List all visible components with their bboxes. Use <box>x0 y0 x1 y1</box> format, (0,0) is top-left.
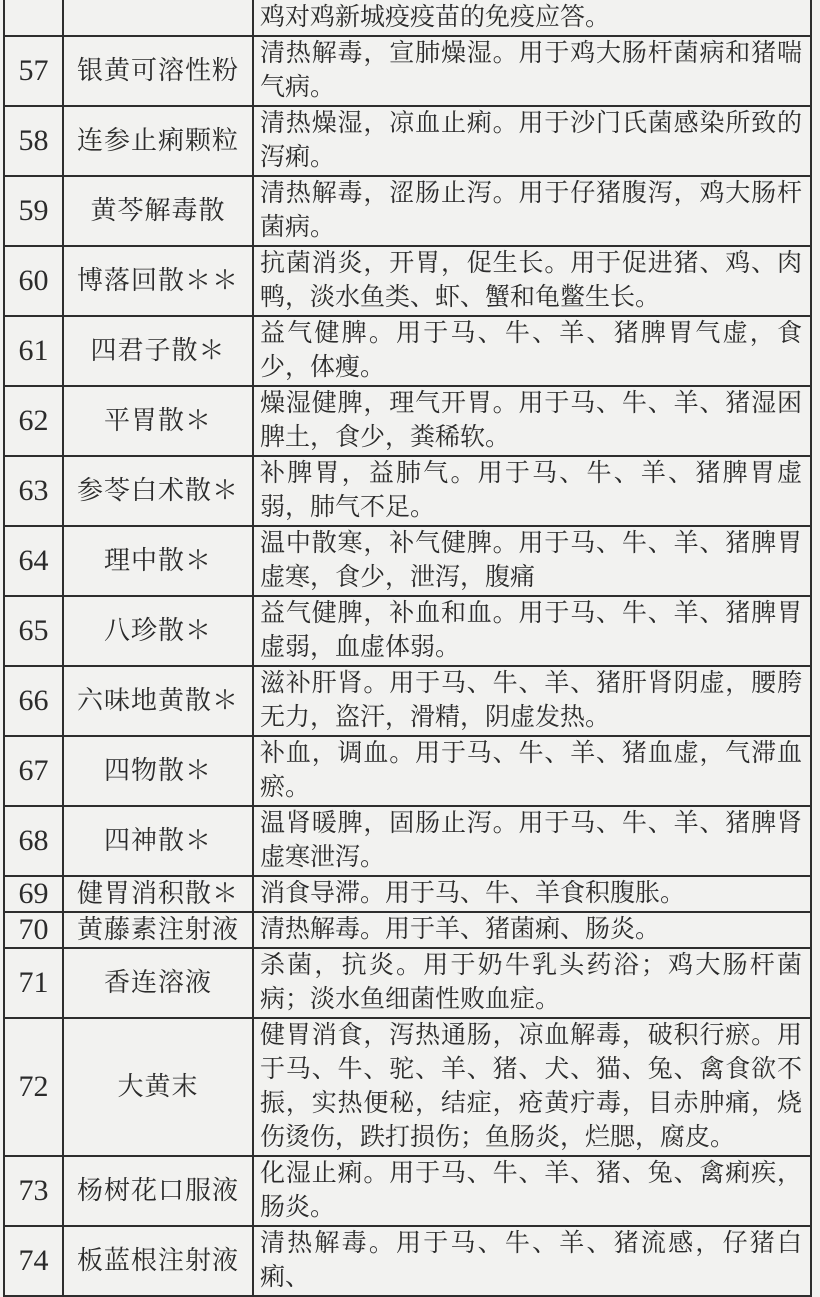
table-row <box>4 1018 811 1156</box>
medicine-description: 鸡对鸡新城疫疫苗的免疫应答。 <box>253 0 811 36</box>
medicine-description: 抗菌消炎，开胃，促生长。用于促进猪、鸡、肉鸭，淡水鱼类、虾、蟹和龟鳖生长。 <box>253 246 811 316</box>
table-row <box>4 386 811 456</box>
medicine-name: 香连溶液 <box>63 948 253 1018</box>
medicine-description: 健胃消食，泻热通肠，凉血解毒，破积行瘀。用于马、牛、驼、羊、猪、犬、猫、兔、禽食欲不振，实热便秘，结症，疮黄疔毒，目赤肿痛，烧伤烫伤，跌打损伤；鱼肠炎，烂腮，腐皮。 <box>253 1018 811 1156</box>
medicine-name <box>63 0 253 36</box>
medicine-description: 温中散寒，补气健脾。用于马、牛、羊、猪脾胃虚寒，食少，泄泻，腹痛 <box>253 526 811 596</box>
medicine-name: 八珍散＊ <box>63 596 253 666</box>
table-row <box>4 246 811 316</box>
medicine-name: 四君子散＊ <box>63 316 253 386</box>
table-row <box>4 106 811 176</box>
table-row <box>4 526 811 596</box>
medicine-name: 健胃消积散＊ <box>63 876 253 912</box>
medicine-description: 温肾暖脾，固肠止泻。用于马、牛、羊、猪脾肾虚寒泄泻。 <box>253 806 811 876</box>
table-row <box>4 912 811 948</box>
table-row <box>4 948 811 1018</box>
medicine-name: 银黄可溶性粉 <box>63 36 253 106</box>
table-row <box>4 36 811 106</box>
medicine-name: 杨树花口服液 <box>63 1156 253 1226</box>
medicine-name: 六味地黄散＊ <box>63 666 253 736</box>
medicine-name: 理中散＊ <box>63 526 253 596</box>
row-number: 59 <box>4 176 63 246</box>
table-row <box>4 176 811 246</box>
row-number: 74 <box>4 1226 63 1296</box>
row-number: 72 <box>4 1018 63 1156</box>
medicine-name: 参苓白术散＊ <box>63 456 253 526</box>
row-number: 68 <box>4 806 63 876</box>
medicine-description: 清热解毒，涩肠止泻。用于仔猪腹泻，鸡大肠杆菌病。 <box>253 176 811 246</box>
medicine-name: 博落回散＊＊ <box>63 246 253 316</box>
table-row <box>4 666 811 736</box>
medicine-description: 补血，调血。用于马、牛、羊、猪血虚，气滞血瘀。 <box>253 736 811 806</box>
row-number: 73 <box>4 1156 63 1226</box>
medicine-table-body <box>4 0 811 1296</box>
medicine-description: 滋补肝肾。用于马、牛、羊、猪肝肾阴虚，腰胯无力，盗汗，滑精，阴虚发热。 <box>253 666 811 736</box>
table-row <box>4 736 811 806</box>
medicine-description: 燥湿健脾，理气开胃。用于马、牛、羊、猪湿困脾土，食少，粪稀软。 <box>253 386 811 456</box>
medicine-table <box>3 0 812 1297</box>
medicine-name: 板蓝根注射液 <box>63 1226 253 1296</box>
table-row <box>4 1156 811 1226</box>
medicine-name: 四神散＊ <box>63 806 253 876</box>
row-number: 60 <box>4 246 63 316</box>
table-row <box>4 0 811 36</box>
medicine-description: 化湿止痢。用于马、牛、羊、猪、兔、禽痢疾，肠炎。 <box>253 1156 811 1226</box>
medicine-description: 杀菌，抗炎。用于奶牛乳头药浴；鸡大肠杆菌病；淡水鱼细菌性败血症。 <box>253 948 811 1018</box>
medicine-name: 四物散＊ <box>63 736 253 806</box>
row-number: 63 <box>4 456 63 526</box>
table-row <box>4 316 811 386</box>
row-number: 66 <box>4 666 63 736</box>
medicine-description: 清热解毒。用于羊、猪菌痢、肠炎。 <box>253 912 811 948</box>
medicine-description: 益气健脾，补血和血。用于马、牛、羊、猪脾胃虚弱，血虚体弱。 <box>253 596 811 666</box>
table-row <box>4 596 811 666</box>
row-number: 67 <box>4 736 63 806</box>
table-row <box>4 456 811 526</box>
medicine-name: 连参止痢颗粒 <box>63 106 253 176</box>
medicine-description: 消食导滞。用于马、牛、羊食积腹胀。 <box>253 876 811 912</box>
medicine-name: 平胃散＊ <box>63 386 253 456</box>
medicine-name: 黄藤素注射液 <box>63 912 253 948</box>
row-number <box>4 0 63 36</box>
table-row <box>4 1226 811 1296</box>
row-number: 58 <box>4 106 63 176</box>
table-row <box>4 806 811 876</box>
medicine-description: 清热解毒。用于马、牛、羊、猪流感，仔猪白痢、 <box>253 1226 811 1296</box>
medicine-name: 大黄末 <box>63 1018 253 1156</box>
row-number: 69 <box>4 876 63 912</box>
row-number: 70 <box>4 912 63 948</box>
row-number: 65 <box>4 596 63 666</box>
row-number: 64 <box>4 526 63 596</box>
medicine-description: 清热燥湿，凉血止痢。用于沙门氏菌感染所致的泻痢。 <box>253 106 811 176</box>
row-number: 71 <box>4 948 63 1018</box>
medicine-description: 清热解毒，宣肺燥湿。用于鸡大肠杆菌病和猪喘气病。 <box>253 36 811 106</box>
medicine-name: 黄芩解毒散 <box>63 176 253 246</box>
row-number: 62 <box>4 386 63 456</box>
medicine-description: 补脾胃，益肺气。用于马、牛、羊、猪脾胃虚弱，肺气不足。 <box>253 456 811 526</box>
row-number: 61 <box>4 316 63 386</box>
table-row <box>4 876 811 912</box>
medicine-description: 益气健脾。用于马、牛、羊、猪脾胃气虚，食少，体瘦。 <box>253 316 811 386</box>
row-number: 57 <box>4 36 63 106</box>
